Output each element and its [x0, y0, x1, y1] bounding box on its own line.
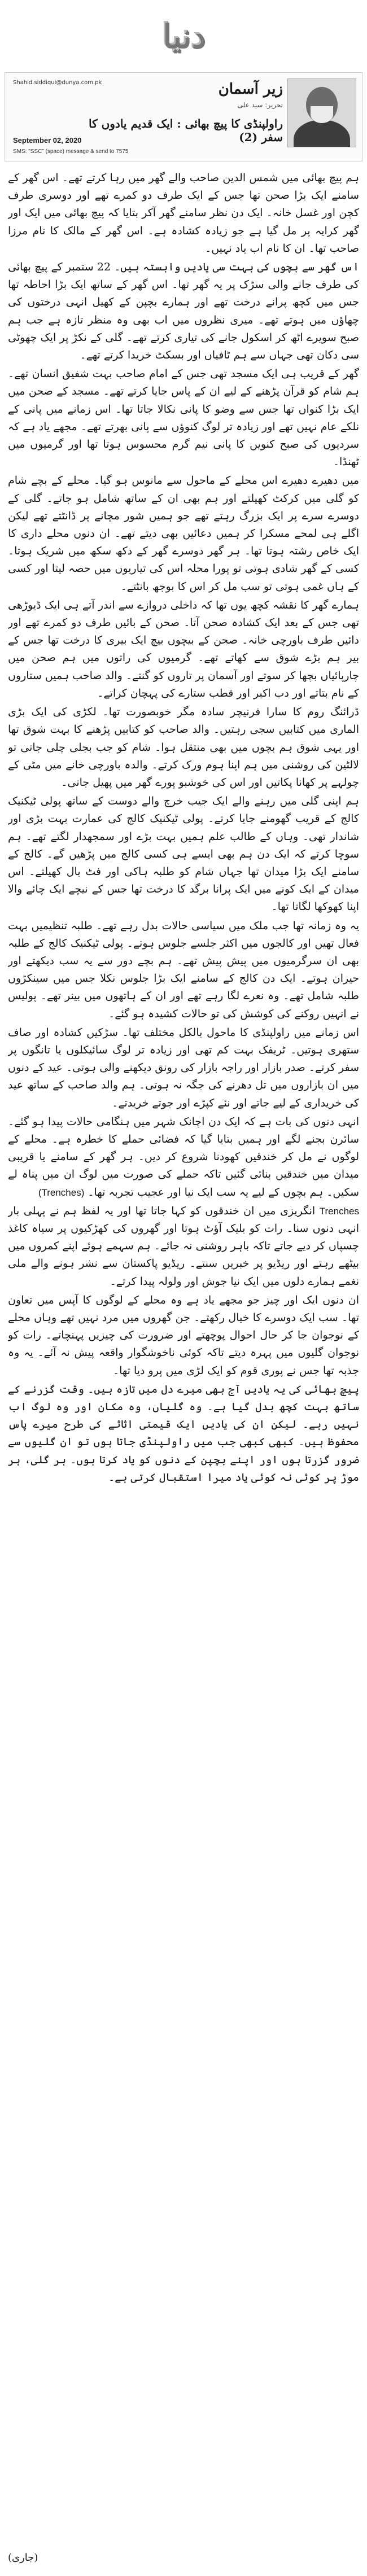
newspaper-logo: [119, 10, 248, 61]
article-paragraph: ہم پیچ بھائی میں شمس الدین صاحب والے گھر میں رہا کرتے تھے۔ اس گھر کے سامنے ایک بڑا صحن تھا جس کے ایک طرف دو کمرے تھے اور دوسری طرف کچن اور غسل خانہ۔ ایک دن نظر سامنے گھر آکر بتایا کہ پیچ بھائی میں ایک اور گھر کرایہ پر مل گیا ہے جو زیادہ کشادہ ہے۔ اس گھر کے مالک کا نام مرزا صاحب تھا۔ ان کا نام اب یاد نہیں۔: [8, 172, 359, 255]
author-portrait: [287, 78, 356, 147]
article-paragraph: گھر کے قریب ہی ایک مسجد تھی جس کے امام صاحب بہت شفیق انسان تھے۔ ہم شام کو قرآن پڑھنے کے لیے ان کے پاس جایا کرتے تھے۔ مسجد کے صحن میں ایک بڑا کنواں تھا جس سے وضو کا پانی نکالا جاتا تھا۔ اس زمانے میں پانی کے نلکے عام نہیں تھے اور زیادہ تر لوگ کنوؤں سے پانی بھرتے تھے۔ مجھے یاد ہے کہ سردیوں کی صبح کنویں کا پانی نیم گرم محسوس ہوتا تھا اور گرمیوں میں ٹھنڈا۔: [8, 368, 359, 469]
article-paragraph: اس زمانے میں راولپنڈی کا ماحول بالکل مختلف تھا۔ سڑکیں کشادہ اور صاف ستھری ہوتیں۔ ٹریفک بہت کم تھی اور زیادہ تر لوگ سائیکلوں یا تانگوں پر سفر کرتے۔ صدر بازار اور راجہ بازار کی رونق دیکھنے والی ہوتی۔ عید کے دنوں میں ان بازاروں میں تل دھرنے کی جگہ نہ ہوتی۔ ہم والد صاحب کے ساتھ عید کی خریداری کے لیے جاتے اور نئے کپڑے اور جوتے خریدتے۔: [8, 1026, 359, 1109]
article-paragraph: پیچ بھائی کی یہ یادیں آج بھی میرے دل میں تازہ ہیں۔ وقت گزرنے کے ساتھ بہت کچھ بدل گیا ہے۔ وہ گلیاں، وہ مکان اور وہ لوگ اب نہیں رہے۔ لیکن ان کی یادیں ایک قیمتی اثاثے کی طرح میرے پاس محفوظ ہیں۔ کبھی کبھی جب میں راولپنڈی جاتا ہوں تو ان گلیوں سے ضرور گزرتا ہوں اور اپنے بچپن کے دنوں کو یاد کرتا ہوں۔ ہر گلی، ہر موڑ پر کوئی نہ کوئی یاد میرا استقبال کرتی ہے۔: [8, 1383, 359, 1484]
author-email[interactable]: Shahid.siddiqui@dunya.com.pk: [13, 80, 102, 86]
article-paragraph-text: انگریزی میں ان خندقوں کو کہا جاتا تھا اور یہ لفظ ہم نے پہلی بار انہی دنوں سنا۔ رات کو بلیک آؤٹ ہوتا اور گھروں کی کھڑکیوں پر سیاہ کاغذ چسپاں کر دیے جاتے تاکہ باہر روشنی نہ جائے۔ ہم سہمے ہوئے اپنے کمروں میں بیٹھے رہتے اور ریڈیو پر خبریں سنتے۔ ریڈیو پاکستان سے نشر ہونے والے ملی نغمے ہمارے دلوں میں ایک نیا جوش اور ولولہ پیدا کرتے۔: [8, 1204, 359, 1288]
article-paragraph-text: انہی دنوں کی بات ہے کہ ایک دن اچانک شہر میں ہنگامی حالات پیدا ہو گئے۔ سائرن بجنے لگے اور ہمیں بتایا گیا کہ فضائی حملے کا خطرہ ہے۔ محلے کے لوگوں نے مل کر خندقیں کھودنا شروع کر دیں۔ ہر گھر کے سامنے یا قریبی میدان میں خندقیں بنائی گئیں تاکہ حملے کی صورت میں لوگ ان میں پناہ لے سکیں۔ ہم بچوں کے لیے یہ سب ایک نیا اور عجیب تجربہ تھا۔: [8, 1115, 359, 1199]
author-byline: تحریر: سید علی: [237, 101, 283, 109]
trenches-term: Trenches: [319, 1205, 359, 1217]
sms-instruction: SMS: "SSC" (space) message & send to 7575: [13, 148, 129, 155]
trenches-term-paren: (Trenches): [38, 1187, 85, 1198]
article-paragraph: ان دنوں ایک اور چیز جو مجھے یاد ہے وہ محلے کے لوگوں کا آپس میں تعاون تھا۔ سب ایک دوسرے کا خیال رکھتے۔ جن گھروں میں مرد نہیں تھے وہاں محلے کے نوجوان جا کر حال احوال پوچھتے اور ضرورت کی چیزیں پہنچاتے۔ رات کو نوجوان گلیوں میں پہرہ دیتے تاکہ کوئی ناخوشگوار واقعہ پیش نہ آئے۔ یہ وہ جذبہ تھا جس نے پوری قوم کو ایک لڑی میں پرو دیا تھا۔: [8, 1293, 359, 1377]
article-paragraph: یہ وہ زمانہ تھا جب ملک میں سیاسی حالات بدل رہے تھے۔ طلبہ تنظیمیں بہت فعال تھیں اور کالجوں میں اکثر جلسے جلوس ہوتے۔ پولی ٹیکنیک کالج کے طلبہ بھی ان سرگرمیوں میں پیش پیش تھے۔ ہم بچے دور سے یہ سب دیکھتے اور حیران ہوتے۔ ایک دن کالج کے سامنے ایک بڑا جلوس نکلا جس میں سینکڑوں طلبہ شامل تھے۔ وہ نعرے لگا رہے تھے اور ان کے ہاتھوں میں بینر تھے۔ پولیس نے انہیں روکنے کی کوشش کی تو حالات کشیدہ ہو گئے۔: [8, 919, 359, 1020]
continued-marker: (جاری): [8, 2552, 38, 2564]
article-paragraph: میں دھیرے دھیرے اس محلے کے ماحول سے مانوس ہو گیا۔ محلے کے بچے شام کو گلی میں کرکٹ کھیلتے اور ہم بھی ان کے ساتھ شامل ہو جاتے۔ گلی کے دوسرے سرے پر ایک بزرگ رہتے تھے جو ہمیں شور مچانے پر ڈانٹتے تھے لیکن اگلے ہی لمحے مسکرا کر ہمیں دعائیں بھی دیتے تھے۔ ان دنوں محلے داری کا ایک خاص رشتہ ہوتا تھا۔ ہر گھر دوسرے گھر کے دکھ سکھ میں شریک ہوتا۔ کسی کے گھر شادی ہوتی تو پورا محلہ اس کی تیاریوں میں حصہ لیتا اور کسی کے ہاں غمی ہوتی تو سب مل کر اس کا بوجھ بانٹتے۔: [8, 474, 359, 593]
column-header: [5, 72, 362, 161]
article-paragraph: [8, 1113, 359, 1201]
logo-text: دنیا: [161, 16, 206, 55]
article-paragraph: اس گھر سے بچوں کی بہت سی یادیں وابستہ ہیں۔ 22 ستمبر کے پیچ بھائی کی طرف جانے والی سڑک پر یہ گھر تھا۔ اس گھر کے ساتھ ایک بڑا احاطہ تھا جس میں کچھ پرانے درخت تھے اور ہمارے بچپن کے کھیل انہی درختوں کی چھاؤں میں ہوتے تھے۔ میری نظروں میں اب بھی وہ منظر تازہ ہے جب ہم صبح سویرے اٹھ کر اسکول جانے کی تیاری کرتے تھے۔ گلی کے نکڑ پر ایک چھوٹی سی دکان تھی جہاں سے ہم ٹافیاں اور بسکٹ خریدا کرتے تھے۔: [8, 261, 359, 362]
portrait-beard: [311, 106, 333, 123]
article-paragraph: ہم اپنی گلی میں رہنے والے ایک جیب خرچ والے دوست کے ساتھ پولی ٹیکنیک کالج کے قریب گھومنے جایا کرتے۔ پولی ٹیکنیک کالج کی عمارت بہت بڑی اور شاندار تھی۔ وہاں کے طالب علم ہمیں بہت بڑے اور سمجھدار لگتے تھے۔ ہم سوچا کرتے کہ ایک دن ہم بھی ایسے ہی کسی کالج میں پڑھیں گے۔ کالج کے سامنے ایک بڑا میدان تھا جہاں شام کو طلبہ ہاکی اور فٹ بال کھیلتے۔ اس میدان کے ایک کونے میں ایک پرانا برگد کا درخت تھا جس کے نیچے ایک چائے والا اپنا کھوکھا لگاتا تھا۔: [8, 795, 359, 913]
masthead: [0, 0, 367, 68]
column-name: زیر آسمان: [218, 81, 283, 98]
article-paragraph: ہمارے گھر کا نقشہ کچھ یوں تھا کہ داخلی دروازے سے اندر آتے ہی ایک ڈیوڑھی تھی جس کے بعد ایک کشادہ صحن آتا۔ صحن کے بائیں طرف دو کمرے تھے اور دائیں طرف باورچی خانہ۔ صحن کے بیچوں بیچ ایک بیری کا درخت تھا جس کے بیر ہم بڑے شوق سے کھاتے تھے۔ گرمیوں کی راتوں میں ہم صحن میں چارپائیاں بچھا کر سوتے اور آسمان پر تاروں کو گنتے۔ والد صاحب ہمیں ستاروں کے نام بتاتے اور دب اکبر اور قطب ستارے کی پہچان کراتے۔: [8, 598, 359, 699]
article-paragraph: [8, 1202, 359, 1291]
column-title: راولپنڈی کا پیچ بھائی : ایک قدیم یادوں کا سفر (2): [88, 117, 283, 144]
portrait-shoulders: [294, 120, 350, 147]
article-paragraph: ڈرائنگ روم کا سارا فرنیچر سادہ مگر خوبصورت تھا۔ لکڑی کی ایک بڑی الماری میں کتابیں سجی رہتیں۔ والد صاحب کو کتابیں پڑھنے کا بہت شوق تھا اور یہی شوق ہم بچوں میں بھی منتقل ہوا۔ شام کو جب بجلی چلی جاتی تو لالٹین کی روشنی میں ہم اپنا ہوم ورک کرتے۔ والدہ باورچی خانے میں مٹی کے چولہے پر کھانا پکاتیں اور اس کی خوشبو پورے گھر میں پھیل جاتی۔: [8, 706, 359, 789]
article-body: [8, 169, 359, 2546]
publish-date: September 02, 2020: [13, 136, 82, 145]
